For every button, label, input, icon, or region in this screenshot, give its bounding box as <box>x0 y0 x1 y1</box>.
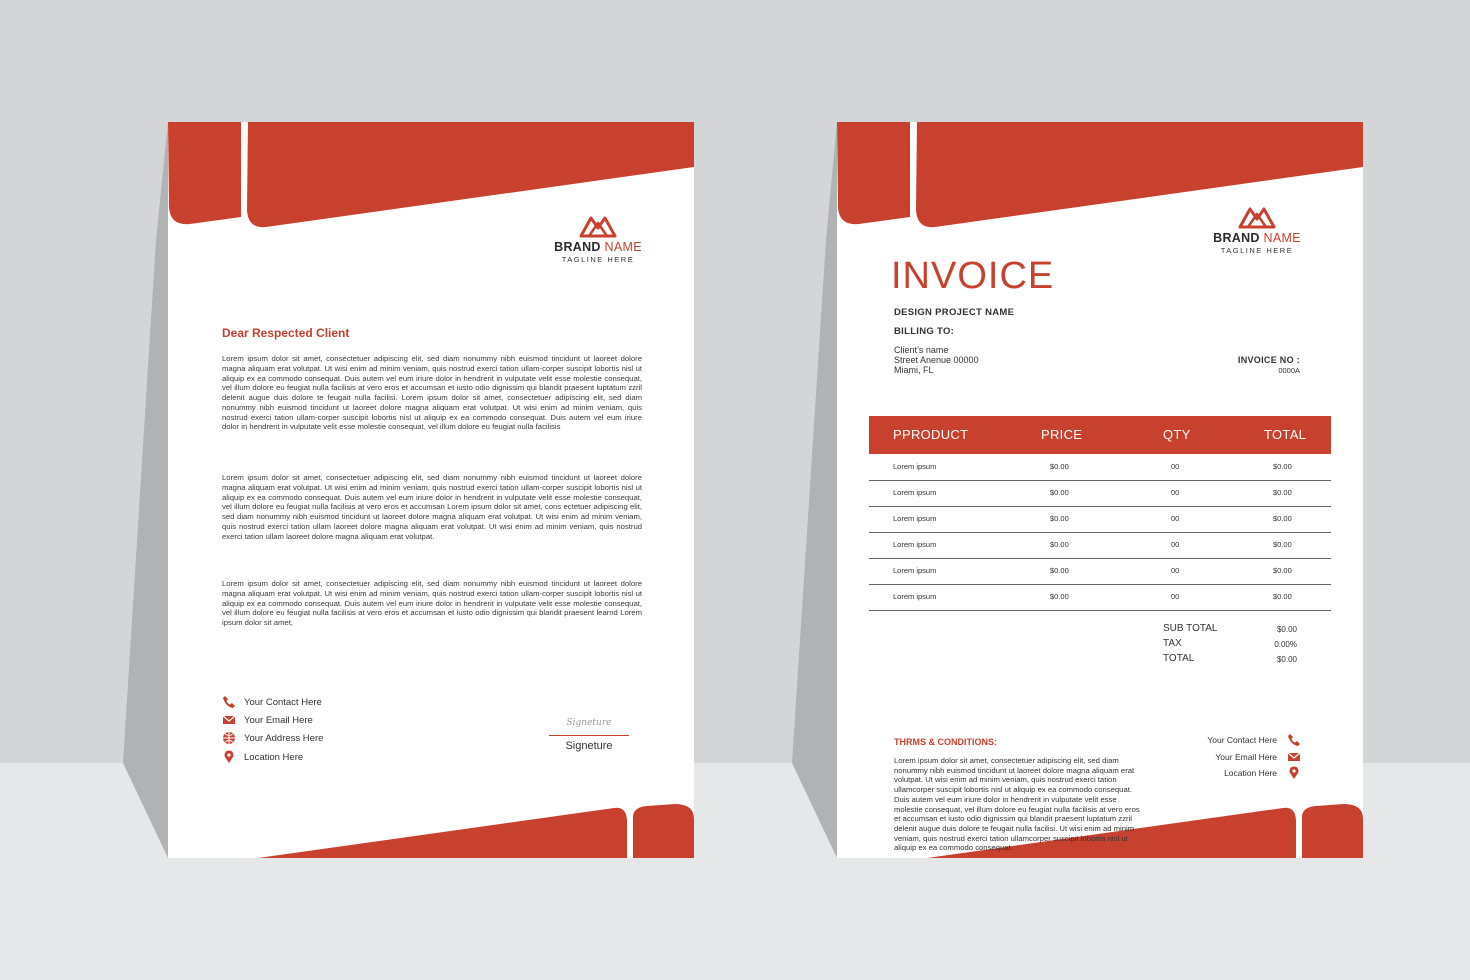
cell-qty: 00 <box>1171 462 1180 471</box>
contact-phone <box>222 694 322 710</box>
globe-icon <box>222 731 236 745</box>
tax-label: TAX <box>1163 638 1182 649</box>
letterhead-shadow <box>123 122 168 858</box>
brand-name <box>1197 231 1317 245</box>
invoice-number <box>1217 355 1300 375</box>
cell-product: Lorem ipsum <box>893 462 937 471</box>
location-pin-icon <box>222 750 236 764</box>
cell-total: $0.00 <box>1273 566 1292 575</box>
total-value: $0.00 <box>1276 655 1297 664</box>
brand-logo-icon <box>1238 205 1276 229</box>
client-city: Miami, FL <box>894 365 934 375</box>
invoice-contact-location <box>1224 766 1301 780</box>
email-icon <box>222 713 236 727</box>
invoice-page <box>837 122 1363 858</box>
cell-qty: 00 <box>1171 488 1180 497</box>
bottom-left-shape <box>258 808 627 858</box>
cell-total: $0.00 <box>1273 514 1292 523</box>
paragraph-3: Lorem ipsum dolor sit amet, consectetuer adipiscing elit, sed diam nonummy nibh euismod tincidunt ut laoreet dolore magna aliquam erat volutpat. Ut wisi enim ad minim veniam, quis nostrud exerci tation ullam-corper suscipit lobortis nisl ut aliquip ex ea commodo consequat. Duis autem vel eum iriure dolor in hendrerit in vulputate velit esse molestie consequat, vel illum dolore eu feugiat nulla facilisis at vero eros et accumsan et iusto odio dignissim qui blandit praesent learnd Lorem ipsum dolor sit amet, <box>222 579 642 627</box>
top-right-shape <box>247 122 694 227</box>
contact-address-label: Your Address Here <box>244 732 324 744</box>
paragraph-2: Lorem ipsum dolor sit amet, consectetuer adipiscing elit, sed diam nonummy nibh euismod tincidunt ut laoreet dolore magna aliquam erat volutpat. Ut wisi enim ad minim veniam, quis nostrud exerci tation ullam-corper suscipit lobortis nisl ut aliquip ex ea commodo consequat. Duis autem vel eum iriure dolor in hendrerit in vulputate velit esse molestie consequat, vel illum dolore eu feugiat nulla facilisis at vero eros et accumsan Lorem ipsum dolor sit amet, cons ectetuer adipiscing elit, sed diam nonummy nibh euismod tincidunt ut laoreet dolore magna aliquam erat volutpat. Ut wisi enim ad minim veniam, quis nostrud exerci tation ullam laoreet dolore magna aliquam erat volutpat. Ut wisi enim ad minim veniam, quis nostrud exerci tation ullam laoreet dolore magna aliquam erat volutpat. <box>222 473 642 541</box>
invoice-title: INVOICE <box>891 255 1055 297</box>
cell-qty: 00 <box>1171 566 1180 575</box>
contact-location-label: Location Here <box>244 751 304 763</box>
phone-icon <box>222 695 236 709</box>
cell-qty: 00 <box>1171 540 1180 549</box>
cell-product: Lorem ipsum <box>893 592 937 601</box>
signature-script: Signeture <box>566 718 612 728</box>
cell-price: $0.00 <box>1050 540 1069 549</box>
client-street: Street Anenue 00000 <box>894 355 979 365</box>
bottom-right-shape <box>633 804 694 858</box>
contact-phone-label: Your Contact Here <box>244 696 322 708</box>
invoice-shadow <box>792 122 837 858</box>
table-header <box>869 416 1331 454</box>
brand-block <box>538 214 658 264</box>
invoice-contact-phone-label: Your Contact Here <box>1207 735 1277 745</box>
cell-product: Lorem ipsum <box>893 566 937 575</box>
cell-price: $0.00 <box>1050 592 1069 601</box>
cell-product: Lorem ipsum <box>893 540 937 549</box>
cell-total: $0.00 <box>1273 462 1292 471</box>
subtotal-value: $0.00 <box>1276 625 1297 634</box>
cell-price: $0.00 <box>1050 566 1069 575</box>
project-name: DESIGN PROJECT NAME <box>894 307 1015 318</box>
header-price: PRICE <box>1041 427 1083 442</box>
tax-value: 0.00% <box>1274 640 1297 649</box>
email-icon <box>1287 750 1301 764</box>
invoice-contact-email <box>1215 750 1301 764</box>
header-product: PPRODUCT <box>893 427 969 442</box>
brand-name-bold: BRAND <box>554 240 601 254</box>
contact-email-label: Your Email Here <box>244 714 313 726</box>
table-row <box>869 558 1331 585</box>
terms-title: THRMS & CONDITIONS: <box>894 737 997 747</box>
contact-location <box>222 749 303 765</box>
invoice-contact-location-label: Location Here <box>1224 768 1277 778</box>
table-row <box>869 532 1331 559</box>
terms-text: Lorem ipsum dolor sit amet, consectetuer adipiscing elit, sed diam nonummy nibh euismod tincidunt ut laoreet dolore magna aliquam erat volutpat. Ut wisi enim ad minim veniam, quis nostrud exerci tation ullamcorper suscipit lobortis nisl ut aliquip ex ea commodo consequat. Duis autem vel eum iriure dolor in hendrerit in vulputate velit esse molestie consequat, vel illum dolore eu feugiat nulla facilisis at vero eros et accumsan et iusto odio dignissim qui blandit praesent luptatum zzril delenit augue duis dolore te feugait nulla facilisi. Ut wisi enim ad minim veniam, quis nostrud exerci tation ullamcorper suscipit lobortis nisl ut aliquip ex ea commodo consequat. <box>894 756 1140 853</box>
client-name: Client’s name <box>894 345 949 355</box>
contact-email <box>222 712 313 728</box>
invoice-number-label: INVOICE NO : <box>1237 355 1300 365</box>
brand-tagline: TAGLINE HERE <box>561 255 635 264</box>
paragraph-1: Lorem ipsum dolor sit amet, consectetuer adipiscing elit, sed diam nonummy nibh euismod tincidunt ut laoreet dolore magna aliquam erat volutpat. Ut wisi enim ad minim veniam, quis nostrud exerci tation ullam-corper suscipit lobortis nisl ut aliquip ex ea commodo consequat. Duis autem vel eum iriure dolor in hendrerit in vulputate velit esse molestie consequat, vel illum dolore eu feugiat nulla facilisis at vero eros et accumsan et iusto odio dignissim qui blandit praesent luptatum zzril delenit augue duis dolore te feugait nulla facilisi. Lorem ipsum dolor sit amet, consectetuer adipiscing elit, sed diam nonummy nibh euismod tincidunt ut laoreet dolore magna aliquam erat volutpat. Ut wisi enim ad minim veniam, quis nostrud exerci tation ullam-corper suscipit lobortis nisl ut aliquip ex ea commodo consequat. Duis autem vel eum iriure dolor in hendrerit in vulputate velit esse molestie consequat, vel illum dolore eu feugiat nulla facilisis <box>222 354 642 432</box>
header-total: TOTAL <box>1264 427 1307 442</box>
brand-name-bold: BRAND <box>1213 231 1260 245</box>
location-pin-icon <box>1287 766 1301 780</box>
client-block <box>894 345 979 375</box>
phone-icon <box>1287 733 1301 747</box>
brand-name-rest: NAME <box>604 240 642 254</box>
invoice-contact-email-label: Your Email Here <box>1215 752 1277 762</box>
cell-qty: 00 <box>1171 514 1180 523</box>
top-left-shape <box>837 122 910 224</box>
total-label: TOTAL <box>1163 653 1195 664</box>
cell-price: $0.00 <box>1050 462 1069 471</box>
billing-to: BILLING TO: <box>894 326 955 337</box>
brand-tagline: TAGLINE HERE <box>1220 246 1294 255</box>
cell-price: $0.00 <box>1050 514 1069 523</box>
table-row <box>869 480 1331 507</box>
table-row <box>869 584 1331 611</box>
cell-total: $0.00 <box>1273 488 1292 497</box>
signature-line <box>549 735 629 736</box>
letterhead-page <box>168 122 694 858</box>
brand-name <box>538 240 658 254</box>
subtotal-label: SUB TOTAL <box>1163 623 1218 634</box>
cell-total: $0.00 <box>1273 540 1292 549</box>
brand-logo-icon <box>579 214 617 238</box>
signature-label: Signeture <box>565 740 613 752</box>
header-qty: QTY <box>1163 427 1191 442</box>
table-row <box>869 454 1331 481</box>
cell-total: $0.00 <box>1273 592 1292 601</box>
top-left-shape <box>168 122 241 224</box>
cell-qty: 00 <box>1171 592 1180 601</box>
cell-price: $0.00 <box>1050 488 1069 497</box>
invoice-number-value: 0000A <box>1278 366 1300 375</box>
contact-address <box>222 730 323 746</box>
greeting: Dear Respected Client <box>222 326 350 340</box>
brand-block <box>1197 205 1317 255</box>
cell-product: Lorem ipsum <box>893 514 937 523</box>
bottom-right-shape <box>1302 804 1363 858</box>
invoice-contact-phone <box>1207 733 1301 747</box>
brand-name-rest: NAME <box>1263 231 1301 245</box>
cell-product: Lorem ipsum <box>893 488 937 497</box>
table-row <box>869 506 1331 533</box>
